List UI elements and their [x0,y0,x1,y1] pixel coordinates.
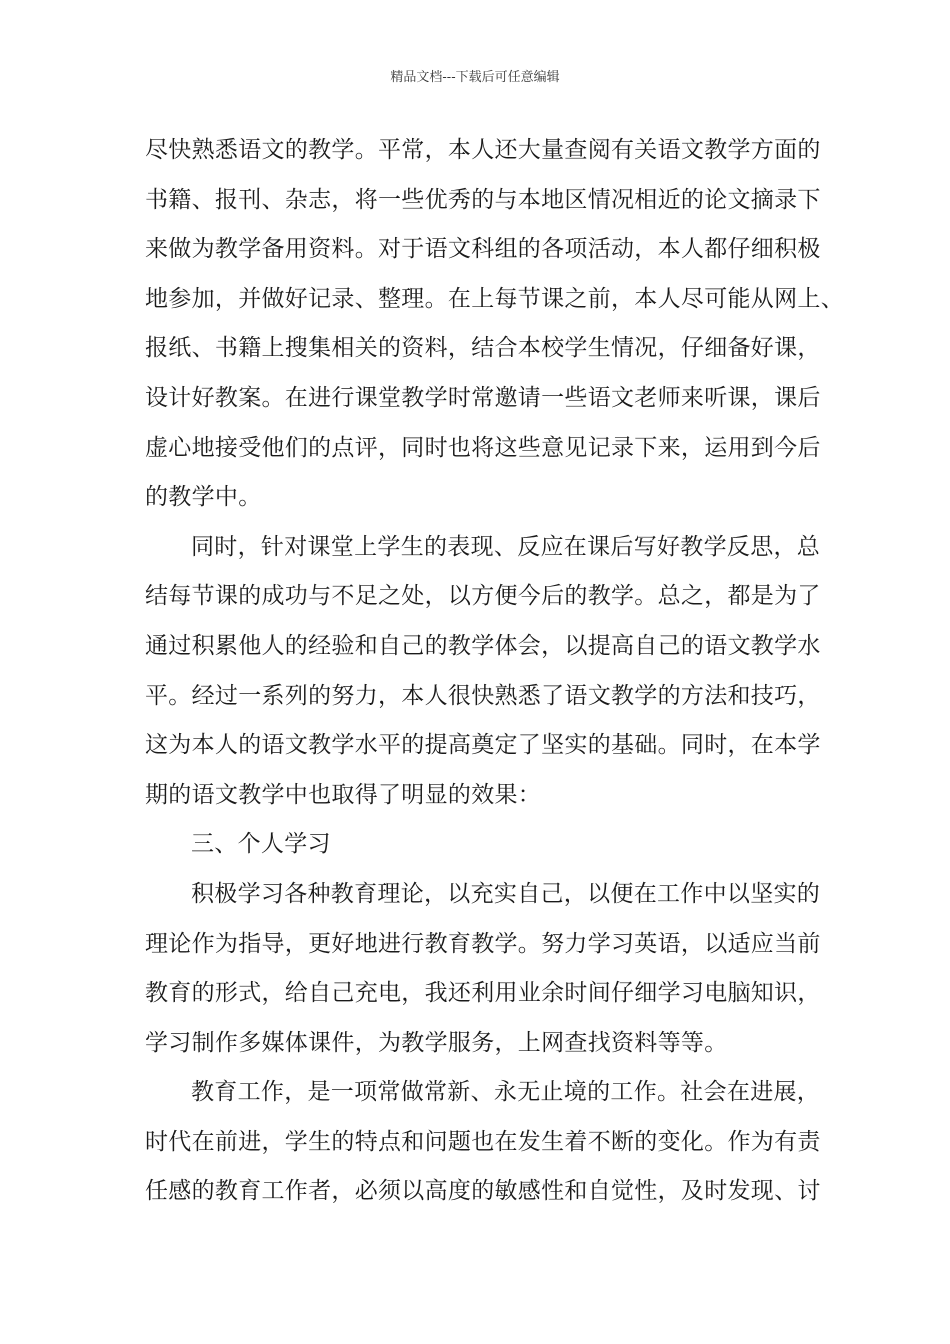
text-line: 期的语文教学中也取得了明显的效果： [145,781,542,808]
text-line: 虚心地接受他们的点评，同时也将这些意见记录下来，运用到今后 [145,434,821,461]
text-line: 时代在前进，学生的特点和问题也在发生着不断的变化。作为有责 [145,1128,821,1155]
paragraph-first-line: 教育工作，是一项常做常新、永无止境的工作。社会在进展， [191,1079,821,1106]
text-line: 的教学中。 [145,484,262,511]
text-line: 通过积累他人的经验和自己的教学体会，以提高自己的语文教学水 [145,632,821,659]
text-line: 书籍、报刊、杂志，将一些优秀的与本地区情况相近的论文摘录下 [145,186,821,213]
text-line: 任感的教育工作者，必须以高度的敏感性和自觉性，及时发现、讨 [145,1178,821,1205]
text-line: 报纸、书籍上搜集相关的资料，结合本校学生情况，仔细备好课， [145,335,821,362]
text-line: 尽快熟悉语文的教学。平常，本人还大量查阅有关语文教学方面的 [145,137,821,163]
text-line: 平。经过一系列的努力，本人很快熟悉了语文教学的方法和技巧， [145,682,821,709]
text-line: 教育的形式，给自己充电，我还利用业余时间仔细学习电脑知识， [145,980,821,1007]
paragraph-first-line: 同时，针对课堂上学生的表现、反应在课后写好教学反思，总 [191,533,821,560]
text-line: 来做为教学备用资料。对于语文科组的各项活动，本人都仔细积极 [145,236,821,263]
text-line: 结每节课的成功与不足之处，以方便今后的教学。总之，都是为了 [145,583,821,610]
document-body [145,130,844,1221]
text-line: 这为本人的语文教学水平的提高奠定了坚实的基础。同时，在本学 [145,732,821,759]
section-heading: 三、个人学习 [191,831,331,858]
page-header: 精品文档---下载后可任意编辑 [390,70,560,85]
text-line: 理论作为指导，更好地进行教育教学。努力学习英语，以适应当前 [145,930,821,957]
text-line: 设计好教案。在进行课堂教学时常邀请一些语文老师来听课，课后 [145,384,821,411]
text-line: 学习制作多媒体课件，为教学服务，上网查找资料等等。 [145,1029,728,1056]
paragraph-first-line: 积极学习各种教育理论，以充实自己，以便在工作中以坚实的 [191,880,821,907]
text-line: 地参加，并做好记录、整理。在上每节课之前，本人尽可能从网上、 [145,285,844,312]
